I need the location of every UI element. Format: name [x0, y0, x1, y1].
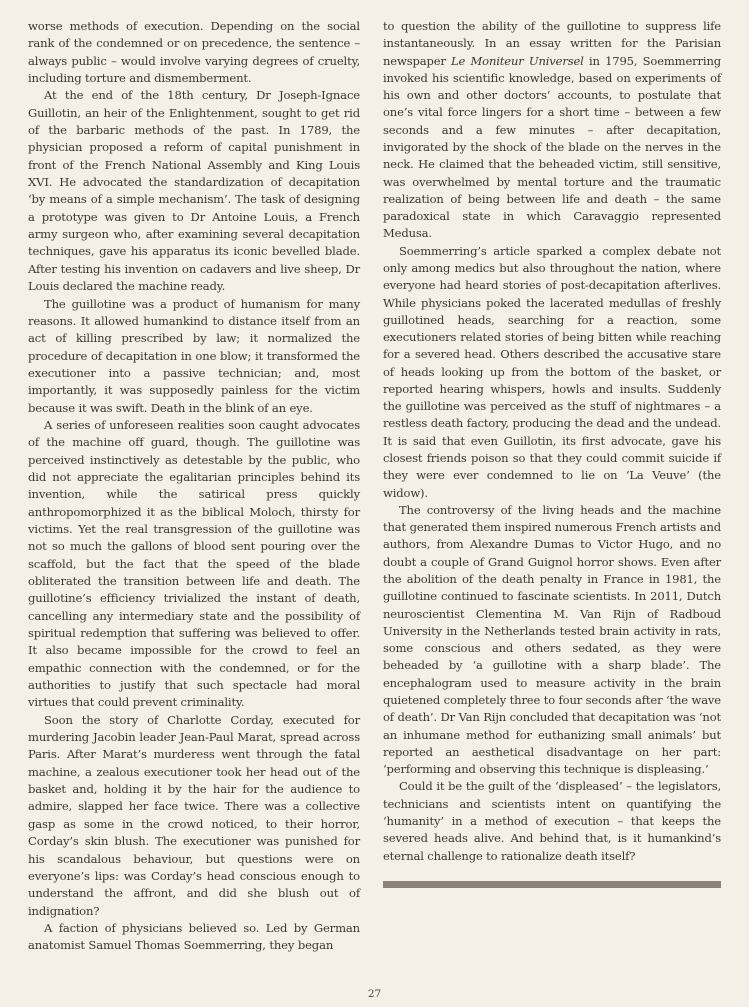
left-column [28, 18, 360, 955]
paragraph: The guillotine was a product of humanism for many reasons. It allowed humankind to distance itself from an act of killing prescribed by law; it normalized the procedure of decapitation in one blow; it transformed the executioner into a passive technician; and, most importantly, it was supposedly painless for the victim because it was swift. Death in the blink of an eye. [28, 296, 360, 415]
text-run: in 1795, Soemmerring invoked his scientific knowledge, based on experiments of his own and other doctors’ accounts, to postulate that one’s vital force lingers for a short time – between a few seconds and a few minutes – after decapitation, invigorated by the shock of the blade on the nerves in the neck. He claimed that the beheaded victim, still sensitive, was overwhelmed by mental torture and the traumatic realization of being between life and death – the same paradoxical state in which Caravaggio represented Medusa. [383, 53, 721, 241]
paragraph: The controversy of the living heads and the machine that generated them inspired numerous French artists and authors, from Alexandre Dumas to Victor Hugo, and no doubt a couple of Grand Guignol horror shows. Even after the abolition of the death penalty in France in 1981, the guillotine continued to fascinate scientists. In 2011, Dutch neuroscientist Clementina M. Van Rijn of Radboud University in the Netherlands tested brain activity in rats, some conscious and others sedated, as they were beheaded by ‘a guillotine with a sharp blade’. The encephalogram used to measure activity in the brain quietened completely three to four seconds after ‘the wave of death’. Dr Van Rijn concluded that decapitation was ‘not an inhumane method for euthanizing small animals’ but reported an aesthetical disadvantage on her part: ‘performing and observing this technique is displeasing.’ [383, 502, 721, 777]
right-column [383, 18, 721, 865]
text-run: to question the ability of the guillotine to suppress life instantaneously. In an essay written for the Parisian newspaper [383, 19, 721, 68]
section-divider [383, 881, 721, 888]
paragraph: At the end of the 18th century, Dr Joseph-Ignace Guillotin, an heir of the Enlightenment, sought to get rid of the barbaric methods of the past. In 1789, the physician proposed a reform of capital punishment in front of the French National Assembly and King Louis XVI. He advocated the standardization of decapitation ‘by means of a simple mechanism’. The task of designing a prototype was given to Dr Antoine Louis, a French army surgeon who, after examining several decapitation techniques, gave his apparatus its iconic bevelled blade. After testing his invention on cadavers and live sheep, Dr Louis declared the machine ready. [28, 88, 360, 294]
paragraph: Soemmerring’s article sparked a complex debate not only among medics but also throughout the nation, where everyone had heard stories of post-decapitation afterlives. While physicians poked the lacerated medullas of freshly guillotined heads, searching for a reaction, some executioners related stories of being bitten while reaching for a severed head. Others described the accusative stare of heads looking up from the bottom of the basket, or reported hearing whispers, howls and insults. Suddenly the guillotine was perceived as the stuff of nightmares – a restless death factory, producing the dead and the undead. It is said that even Guillotin, its first advocate, gave his closest friends poison so that they could commit suicide if they were ever condemned to lie on ‘La Veuve’ (the widow). [383, 243, 721, 500]
paragraph [383, 18, 721, 243]
page-number: 27 [367, 988, 382, 1000]
paragraph: A faction of physicians believed so. Led by German anatomist Samuel Thomas Soemmerring, they began [28, 920, 360, 953]
paragraph: A series of unforeseen realities soon caught advocates of the machine off guard, though. The guillotine was perceived instinctively as detestable by the public, who did not appreciate the egalitarian principles behind its invention, while the satirical press quickly anthropomorphized it as the biblical Moloch, thirsty for victims. Yet the real transgression of the guillotine was not so much the gallons of blood sent pouring over the scaffold, but the fact that the speed of the blade obliterated the transition between life and death. The guillotine’s efficiency trivialized the instant of death, cancelling any intermediary state and the possibility of spiritual redemption that suffering was believed to offer. It also became impossible for the crowd to feel an empathic connection with the condemned, or for the authorities to justify that such spectacle had moral virtues that could prevent criminality. [28, 417, 360, 710]
paragraph: Could it be the guilt of the ‘displeased’ – the legislators, technicians and scientists intent on quantifying the ‘humanity’ in a method of execution – that keeps the severed heads alive. And behind that, is it humankind’s eternal challenge to rationalize death itself? [383, 779, 721, 863]
newspaper-title: Le Moniteur Universel [451, 53, 584, 68]
paragraph: Soon the story of Charlotte Corday, executed for murdering Jacobin leader Jean-Paul Marat, spread across Paris. After Marat’s murderess went through the fatal machine, a zealous executioner took her head out of the basket and, holding it by the hair for the audience to admire, slapped her face twice. There was a collective gasp as some in the crowd noticed, to their horror, Corday’s skin blush. The executioner was punished for his scandalous behaviour, but questions were on everyone’s lips: was Corday’s head conscious enough to understand the affront, and did she blush out of indignation? [28, 712, 360, 918]
paragraph: worse methods of execution. Depending on the social rank of the condemned or on precedence, the sentence – always public – would involve varying degrees of cruelty, including torture and dismemberment. [28, 19, 360, 86]
